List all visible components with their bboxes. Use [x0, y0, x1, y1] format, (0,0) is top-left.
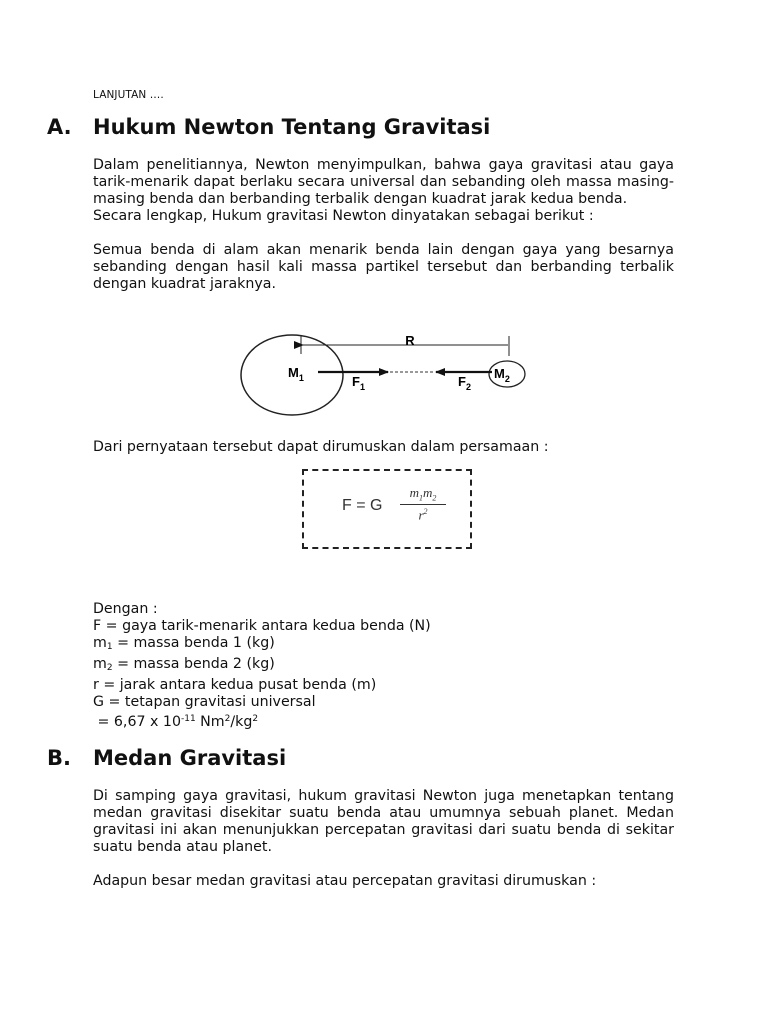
definition-g: G = tetapan gravitasi universal: [93, 694, 316, 710]
section-a-paragraph-1: Dalam penelitiannya, Newton menyimpulkan, bahwa gaya gravitasi atau gaya tarik-menarik dapat berlaku secara universal dan sebanding oleh massa masing-masing benda dan berbanding terbalik dengan kuadrat jarak kedua benda.: [93, 157, 674, 207]
section-b-letter: B.: [47, 746, 71, 770]
section-a-letter: A.: [47, 115, 72, 139]
gravity-diagram: [240, 328, 540, 420]
force-2-label: $F_2$: [458, 374, 471, 392]
section-a-body: [93, 157, 674, 293]
definition-m2: $m_2$ = massa benda 2 (kg): [93, 656, 275, 673]
formula-fraction: [400, 485, 446, 523]
formula-denominator: $r^2$: [418, 506, 428, 522]
continuation-note: LANJUTAN ….: [93, 89, 164, 101]
distance-label: R: [405, 333, 415, 348]
section-a-heading: [47, 115, 490, 139]
definitions-intro: Dengan :: [93, 601, 158, 617]
section-b-heading: [47, 746, 286, 770]
formula-box: [302, 469, 472, 549]
section-a-paragraph-4: Dari pernyataan tersebut dapat dirumuskan dalam persamaan :: [93, 439, 549, 455]
force-1-label: $F_1$: [352, 374, 365, 392]
definitions-list: [93, 601, 431, 731]
section-b-paragraph-2: Adapun besar medan gravitasi atau percepatan gravitasi dirumuskan :: [93, 873, 597, 889]
section-b-paragraph-1: Di samping gaya gravitasi, hukum gravitasi Newton juga menetapkan tentang medan gravitasi disekitar suatu benda atau umumnya sebuah planet. Medan gravitasi ini akan menunjukkan percepatan gravitasi dari suatu benda di sekitar suatu benda atau planet.: [93, 788, 674, 855]
section-b-body: [93, 788, 674, 890]
formula-numerator: $m_1m_2$: [400, 485, 446, 505]
section-a-paragraph-3: Semua benda di alam akan menarik benda lain dengan gaya yang besarnya sebanding dengan hasil kali massa partikel tersebut dan berbanding terbalik dengan kuadrat jaraknya.: [93, 242, 674, 292]
definition-g-value: = 6,67 x $10^{-11}$ $Nm^2/kg^2$: [93, 714, 259, 730]
definition-r: r = jarak antara kedua pusat benda (m): [93, 677, 377, 693]
mass-2-label: $M_2$: [494, 366, 510, 384]
definition-f: F = gaya tarik-menarik antara kedua benda (N): [93, 618, 431, 634]
mass-1-label: $M_1$: [288, 365, 304, 383]
section-a-paragraph-2: Secara lengkap, Hukum gravitasi Newton dinyatakan sebagai berikut :: [93, 208, 594, 224]
formula-lhs: F = G: [342, 497, 383, 514]
formula-intro-block: [93, 439, 674, 456]
section-a-title: Hukum Newton Tentang Gravitasi: [93, 115, 491, 139]
definition-m1: $m_1$ = massa benda 1 (kg): [93, 635, 275, 652]
section-b-title: Medan Gravitasi: [93, 746, 287, 770]
